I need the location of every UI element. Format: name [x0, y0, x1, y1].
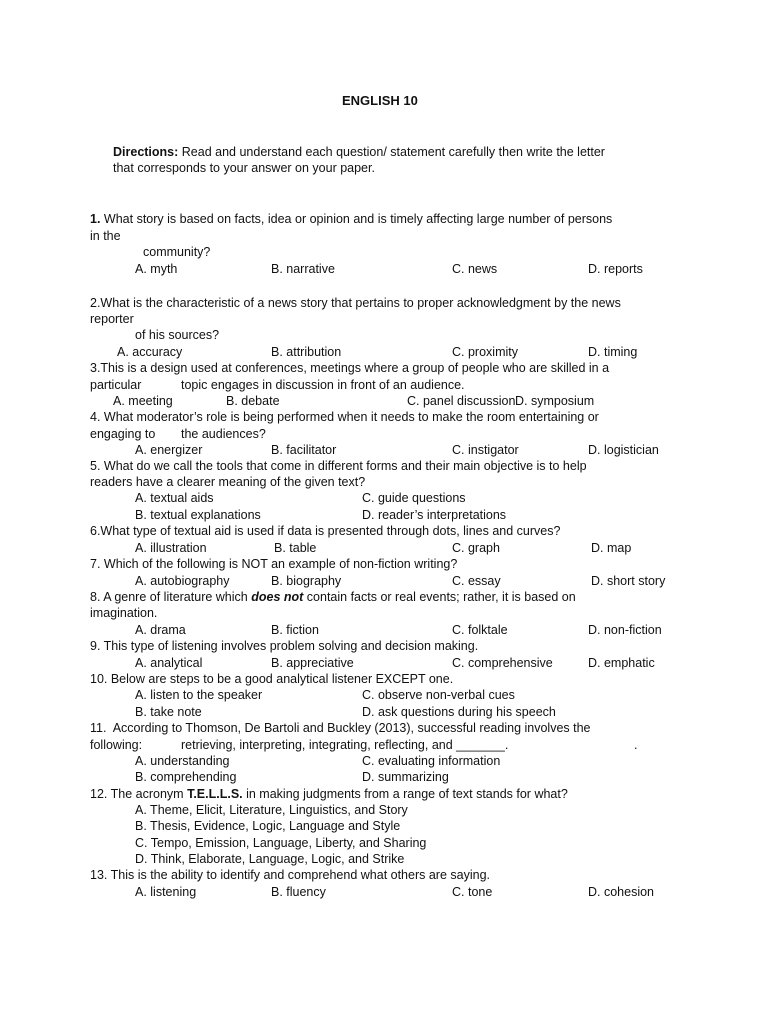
directions-label: Directions: — [113, 145, 179, 159]
question-8-option-b: B. fiction — [271, 623, 319, 637]
question-12-option-d: D. Think, Elaborate, Language, Logic, and Strike — [135, 852, 405, 866]
question-11-line-2c: . — [634, 738, 638, 752]
question-10-line-1: 10. Below are steps to be a good analytical listener EXCEPT one. — [90, 672, 454, 686]
question-9-option-c: C. comprehensive — [452, 656, 553, 670]
directions-line-2: that corresponds to your answer on your paper. — [113, 161, 375, 175]
question-11-option-b: B. comprehending — [135, 770, 237, 784]
question-5-line-1: 5. What do we call the tools that come in different forms and their main objective is to help — [90, 459, 587, 473]
question-6-line-1: 6.What type of textual aid is used if data is presented through dots, lines and curves? — [90, 524, 561, 538]
question-5-line-2: readers have a clearer meaning of the given text? — [90, 475, 366, 489]
question-5-option-a: A. textual aids — [135, 491, 214, 505]
question-12-acronym: T.E.L.L.S. — [187, 787, 243, 801]
question-6-option-b: B. table — [274, 541, 317, 555]
question-12-option-c: C. Tempo, Emission, Language, Liberty, and Sharing — [135, 836, 427, 850]
question-4-option-c: C. instigator — [452, 443, 519, 457]
question-3-option-b: B. debate — [226, 394, 280, 408]
question-3-option-d: D. symposium — [515, 394, 595, 408]
question-1-option-b: B. narrative — [271, 262, 335, 276]
question-1-option-a: A. myth — [135, 262, 178, 276]
question-11-line-1: 11. According to Thomson, De Bartoli and Buckley (2013), successful reading involves the — [90, 721, 591, 735]
question-4-option-d: D. logistician — [588, 443, 659, 457]
question-8-text-c: contain facts or real events; rather, it is based on — [306, 590, 576, 604]
question-1-option-c: C. news — [452, 262, 498, 276]
question-7-option-a: A. autobiography — [135, 574, 230, 588]
question-13-option-c: C. tone — [452, 885, 493, 899]
question-8-option-d: D. non-fiction — [588, 623, 662, 637]
question-1-line-2: in the — [90, 229, 121, 243]
question-6-option-c: C. graph — [452, 541, 500, 555]
question-1-line-3: community? — [143, 245, 211, 259]
question-5-option-c: C. guide questions — [362, 491, 466, 505]
question-6-option-d: D. map — [591, 541, 632, 555]
question-7-option-d: D. short story — [591, 574, 666, 588]
question-4-option-b: B. facilitator — [271, 443, 337, 457]
question-8-option-a: A. drama — [135, 623, 186, 637]
question-2-line-1: 2.What is the characteristic of a news story that pertains to proper acknowledgment by the news — [90, 296, 621, 310]
question-12-line-1 — [90, 786, 568, 802]
question-4-line-1: 4. What moderator’s role is being performed when it needs to make the room entertaining or — [90, 410, 599, 424]
question-7-option-b: B. biography — [271, 574, 342, 588]
directions-text-1: Read and understand each question/ statement carefully then write the letter — [181, 145, 605, 159]
question-5-option-d: D. reader’s interpretations — [362, 508, 507, 522]
question-2-line-2: reporter — [90, 312, 134, 326]
question-12-option-a: A. Theme, Elicit, Literature, Linguistics, and Story — [135, 803, 408, 817]
question-9-line-1: 9. This type of listening involves problem solving and decision making. — [90, 639, 479, 653]
question-13-option-b: B. fluency — [271, 885, 326, 899]
question-2-line-3: of his sources? — [135, 328, 220, 342]
question-8-option-c: C. folktale — [452, 623, 508, 637]
question-1-number: 1. — [90, 212, 101, 226]
question-9-option-b: B. appreciative — [271, 656, 354, 670]
question-10-option-b: B. take note — [135, 705, 202, 719]
question-9-option-a: A. analytical — [135, 656, 203, 670]
question-2-option-a: A. accuracy — [117, 345, 183, 359]
question-13-option-a: A. listening — [135, 885, 197, 899]
question-2-option-c: C. proximity — [452, 345, 518, 359]
question-8-emphasis: does not — [251, 590, 304, 604]
question-4-option-a: A. energizer — [135, 443, 203, 457]
question-13-line-1: 13. This is the ability to identify and comprehend what others are saying. — [90, 868, 490, 882]
question-11-line-2a: following: — [90, 738, 143, 752]
question-3-option-c: C. panel discussion — [407, 394, 516, 408]
question-1-option-d: D. reports — [588, 262, 643, 276]
question-13-option-d: D. cohesion — [588, 885, 655, 899]
question-8-text-a: 8. A genre of literature which — [90, 590, 248, 604]
question-12-text-c: in making judgments from a range of text stands for what? — [246, 787, 568, 801]
question-1-line-1 — [90, 211, 612, 227]
question-4-line-2b: the audiences? — [181, 427, 266, 441]
question-11-line-2b: retrieving, interpreting, integrating, reflecting, and _______. — [181, 738, 509, 752]
question-9-option-d: D. emphatic — [588, 656, 655, 670]
directions-line-1 — [113, 144, 605, 160]
question-2-option-b: B. attribution — [271, 345, 342, 359]
question-11-option-d: D. summarizing — [362, 770, 449, 784]
question-3-line-2b: topic engages in discussion in front of an audience. — [181, 378, 465, 392]
question-12-option-b: B. Thesis, Evidence, Logic, Language and Style — [135, 819, 401, 833]
question-3-line-2a: particular — [90, 378, 142, 392]
question-6-option-a: A. illustration — [135, 541, 207, 555]
question-12-text-a: 12. The acronym — [90, 787, 184, 801]
question-8-line-2: imagination. — [90, 606, 158, 620]
question-1-text: What story is based on facts, idea or opinion and is timely affecting large number of persons — [103, 212, 613, 226]
question-10-option-a: A. listen to the speaker — [135, 688, 263, 702]
question-11-option-a: A. understanding — [135, 754, 230, 768]
question-3-option-a: A. meeting — [113, 394, 173, 408]
question-8-line-1 — [90, 589, 576, 605]
question-7-option-c: C. essay — [452, 574, 501, 588]
question-5-option-b: B. textual explanations — [135, 508, 261, 522]
question-7-line-1: 7. Which of the following is NOT an example of non-fiction writing? — [90, 557, 458, 571]
question-10-option-d: D. ask questions during his speech — [362, 705, 556, 719]
question-4-line-2a: engaging to — [90, 427, 156, 441]
question-10-option-c: C. observe non-verbal cues — [362, 688, 515, 702]
question-2-option-d: D. timing — [588, 345, 638, 359]
question-3-line-1: 3.This is a design used at conferences, meetings where a group of people who are skilled in a — [90, 361, 610, 375]
page-title: ENGLISH 10 — [342, 93, 418, 108]
question-11-option-c: C. evaluating information — [362, 754, 501, 768]
